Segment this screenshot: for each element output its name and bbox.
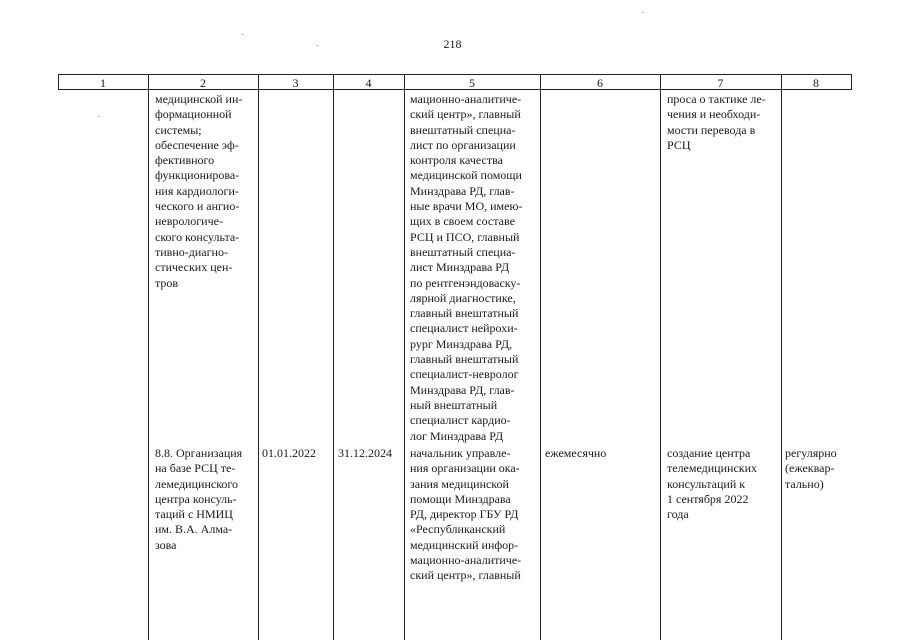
scan-speck [316, 45, 318, 46]
table-cell: регулярно (ежеквар- тально) [785, 446, 837, 491]
scan-speck [242, 34, 244, 35]
column-header: 5 [469, 76, 475, 90]
column-divider [851, 74, 852, 90]
column-divider [540, 74, 541, 640]
column-header: 6 [597, 76, 603, 90]
column-header: 3 [292, 76, 299, 90]
column-divider [333, 74, 334, 640]
column-header: 4 [365, 76, 372, 90]
column-header: 7 [717, 76, 724, 90]
column-header: 1 [100, 76, 106, 90]
table-cell: 01.01.2022 [262, 446, 316, 460]
page-number: 218 [443, 37, 462, 51]
table-cell: начальник управле- ния организации ока- зания медицинской помощи Минздрава РД, директор ГБУ РД «Республиканский медицинский инфор- мационно-аналитиче- ский центр», главный [410, 446, 522, 583]
header-top-rule [58, 74, 851, 75]
column-divider [781, 74, 782, 640]
table-cell: 8.8. Организация на базе РСЦ те- лемедицинского центра консуль- таций с НМИЦ им. В.А. Алма- зова [155, 446, 243, 552]
table-cell: ежемесячно [545, 446, 607, 460]
table-cell: мационно-аналитиче- ский центр», главный внештатный специа- лист по организации контроля качества медицинской помощи Минздрава РД, глав- ные врачи МО, имею- щих в своем составе РСЦ и ПСО, главный внештатный специа- лист Минздрава РД по рентгенэндоваску- лярной диагностике, главный внештатный специалист нейрохи- рург Минздрава РД, главный внештатный специалист-невролог Минздрава РД, глав- ный внештатный специалист кардио- лог Минздрава РД [410, 92, 523, 443]
column-divider [660, 74, 661, 640]
table-cell: создание центра телемедицинских консультаций к 1 сентября 2022 года [667, 446, 758, 522]
table-cell: проса о тактике ле- чения и необходи- мости перевода в РСЦ [667, 92, 766, 152]
table-cell: 31.12.2024 [338, 446, 392, 460]
column-divider [148, 74, 149, 640]
scan-speck [642, 12, 644, 13]
column-header: 8 [813, 76, 819, 90]
scan-speck [98, 116, 100, 117]
column-header: 2 [200, 76, 206, 90]
table-cell: медицинской ин- формационной системы; обеспечение эф- фективного функционирова- ния кардиологи- ческого и ангио- неврологиче- ского консульта- тивно-диагно- стических цен- тров [155, 92, 243, 290]
column-divider [404, 74, 405, 640]
column-divider [258, 74, 259, 640]
